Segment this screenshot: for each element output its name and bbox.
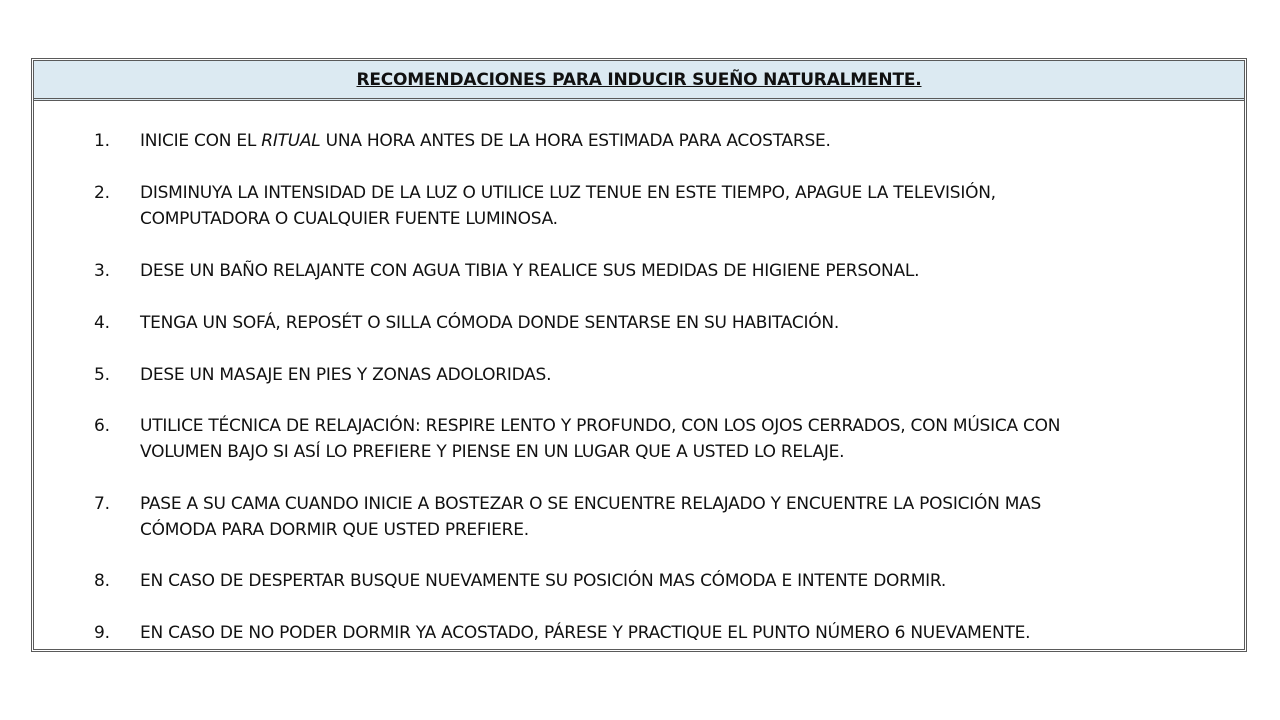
document-title: RECOMENDACIONES PARA INDUCIR SUEÑO NATURALMENTE. (356, 69, 922, 90)
list-item (34, 362, 1244, 388)
item-number: 3. (94, 261, 110, 281)
recommendations-box (31, 58, 1247, 652)
item-text: UTILICE TÉCNICA DE RELAJACIÓN: RESPIRE LENTO Y PROFUNDO, CON LOS OJOS CERRADOS, CON MÚSICA CON VOLUMEN BAJO SI ASÍ LO PREFIERE Y PIENSE EN UN LUGAR QUE A USTED LO RELAJE. (140, 416, 1061, 462)
item-number: 9. (94, 623, 110, 643)
ritual-emphasis: RITUAL (261, 131, 321, 151)
list-item (34, 620, 1244, 646)
list-item (34, 491, 1244, 543)
item-text: DESE UN BAÑO RELAJANTE CON AGUA TIBIA Y REALICE SUS MEDIDAS DE HIGIENE PERSONAL. (140, 261, 920, 281)
item-text: TENGA UN SOFÁ, REPOSÉT O SILLA CÓMODA DONDE SENTARSE EN SU HABITACIÓN. (140, 313, 840, 333)
item-text: EN CASO DE DESPERTAR BUSQUE NUEVAMENTE SU POSICIÓN MAS CÓMODA E INTENTE DORMIR. (140, 571, 947, 591)
list-item (34, 568, 1244, 594)
item-text: DESE UN MASAJE EN PIES Y ZONAS ADOLORIDAS. (140, 365, 552, 385)
item-number: 6. (94, 416, 110, 436)
item-number: 7. (94, 494, 110, 514)
item-text: EN CASO DE NO PODER DORMIR YA ACOSTADO, PÁRESE Y PRACTIQUE EL PUNTO NÚMERO 6 NUEVAMENTE. (140, 623, 1031, 643)
title-bar (34, 61, 1244, 101)
item-number: 4. (94, 313, 110, 333)
item-text: PASE A SU CAMA CUANDO INICIE A BOSTEZAR O SE ENCUENTRE RELAJADO Y ENCUENTRE LA POSICIÓN MAS CÓMODA PARA DORMIR QUE USTED PREFIERE. (140, 494, 1042, 540)
item-number: 8. (94, 571, 110, 591)
item-text: DISMINUYA LA INTENSIDAD DE LA LUZ O UTILICE LUZ TENUE EN ESTE TIEMPO, APAGUE LA TELEVISIÓN, COMPUTADORA O CUALQUIER FUENTE LUMINOSA. (140, 183, 996, 229)
list-item (34, 180, 1244, 232)
list-item (34, 128, 1244, 154)
item-number: 2. (94, 183, 110, 203)
item-number: 5. (94, 365, 110, 385)
list-item (34, 413, 1244, 465)
recommendations-list (34, 101, 1244, 649)
list-item (34, 310, 1244, 336)
item-number: 1. (94, 131, 110, 151)
item-text: INICIE CON EL RITUAL UNA HORA ANTES DE LA HORA ESTIMADA PARA ACOSTARSE. (140, 131, 831, 151)
list-item (34, 258, 1244, 284)
